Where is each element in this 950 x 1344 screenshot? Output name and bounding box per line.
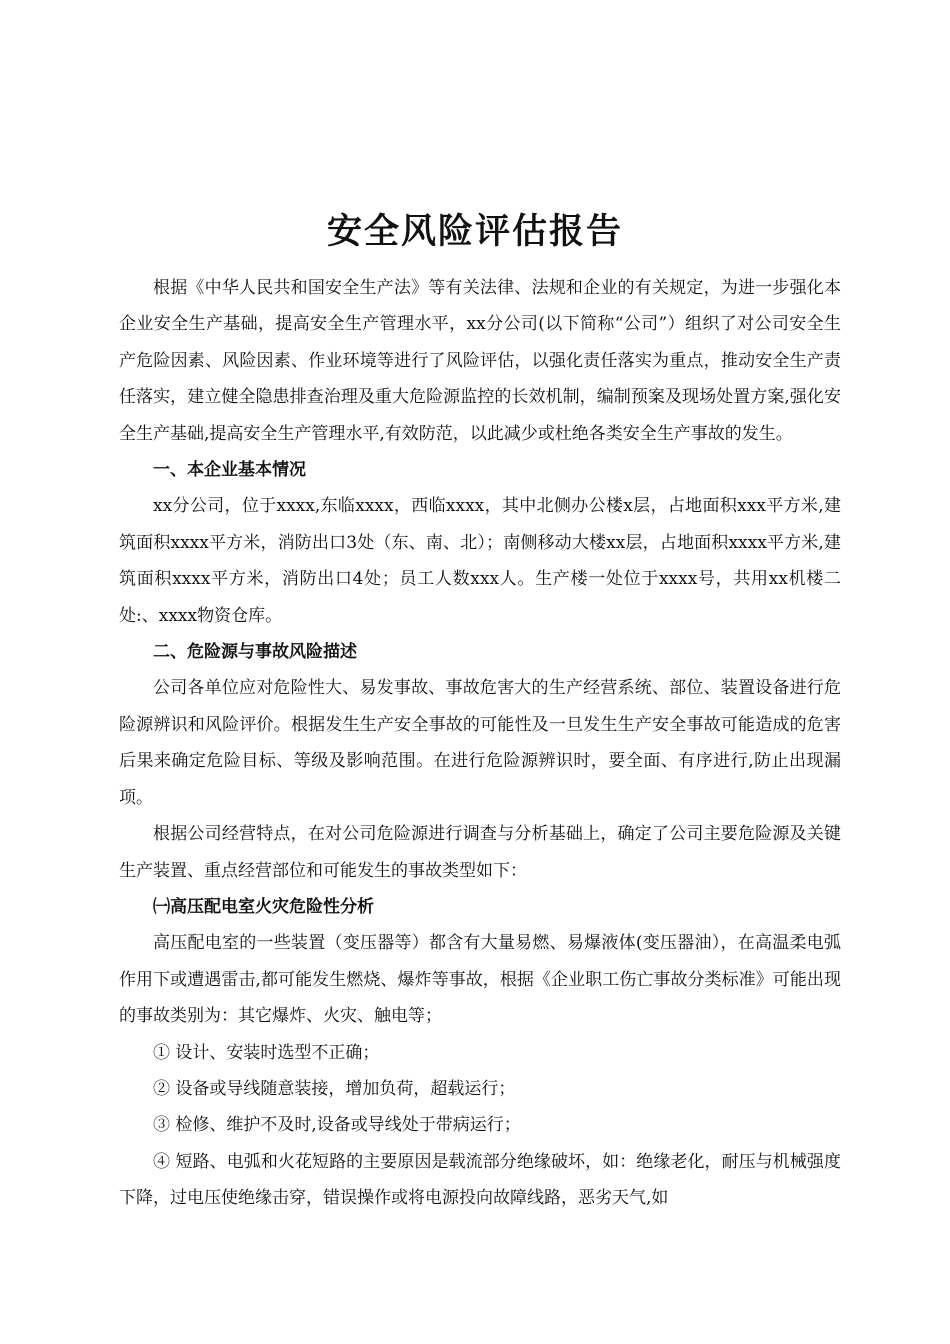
subsection-heading-substation: ㈠高压配电室火灾危险性分析 [153, 896, 374, 917]
document-body [119, 270, 841, 1217]
hazard-paragraph-1: 公司各单位应对危险性大、易发事故、事故危害大的生产经营系统、部位、装置设备进行危险源辨识和风险评价。根据发生生产安全事故的可能性及一旦发生生产安全事故可能造成的危害后果来确定危险目标、等级及影响范围。在进行危险源辨识时，要全面、有序进行,防止出现漏项。 [119, 678, 841, 808]
section-heading-basic-info: 一、本企业基本情况 [153, 460, 306, 481]
section-heading-hazard: 二、危险源与事故风险描述 [153, 642, 357, 663]
substation-paragraph: 高压配电室的一些装置（变压器等）都含有大量易燃、易爆液体(变压器油），在高温柔电弧作用下或遭遇雷击,都可能发生燃烧、爆炸等事故，根据《企业职工伤亡事故分类标准》可能出现的事故类别为：其它爆炸、火灾、触电等； [119, 933, 841, 1027]
hazard-paragraph-2: 根据公司经营特点，在对公司危险源进行调查与分析基础上，确定了公司主要危险源及关键生产装置、重点经营部位和可能发生的事故类型如下： [119, 824, 841, 881]
list-item: ④ 短路、电弧和火花短路的主要原因是载流部分绝缘破坏，如：绝缘老化，耐压与机械强度下降，过电压使绝缘击穿，错误操作或将电源投向故障线路，恶劣天气,如 [119, 1151, 841, 1209]
list-item: ① 设计、安装时选型不正确； [153, 1042, 380, 1063]
basic-info-paragraph: xx分公司，位于xxxx,东临xxxx，西临xxxx，其中北侧办公楼x层，占地面积xxx平方米,建筑面积xxxx平方米，消防出口3处（东、南、北）；南侧移动大楼xx层，占地面积xxxx平方米,建筑面积xxxx平方米，消防出口4处；员工人数xxx人。生产楼一处位于xxxx号，共用xx机楼二处:、xxxx物资仓库。 [119, 496, 841, 626]
list-item: ② 设备或导线随意装接，增加负荷，超载运行； [153, 1078, 516, 1099]
list-item: ③ 检修、维护不及时,设备或导线处于带病运行； [153, 1115, 521, 1136]
intro-paragraph: 根据《中华人民共和国安全生产法》等有关法律、法规和企业的有关规定，为进一步强化本企业安全生产基础，提高安全生产管理水平，xx分公司(以下简称“公司”）组织了对公司安全生产危险因素、风险因素、作业环境等进行了风险评估，以强化责任落实为重点，推动安全生产责任落实，建立健全隐患排查治理及重大危险源监控的长效机制，编制预案及现场处置方案,强化安全生产基础,提高安全生产管理水平,有效防范，以此减少或杜绝各类安全生产事故的发生。 [119, 278, 841, 444]
document-title: 安全风险评估报告 [326, 211, 623, 252]
